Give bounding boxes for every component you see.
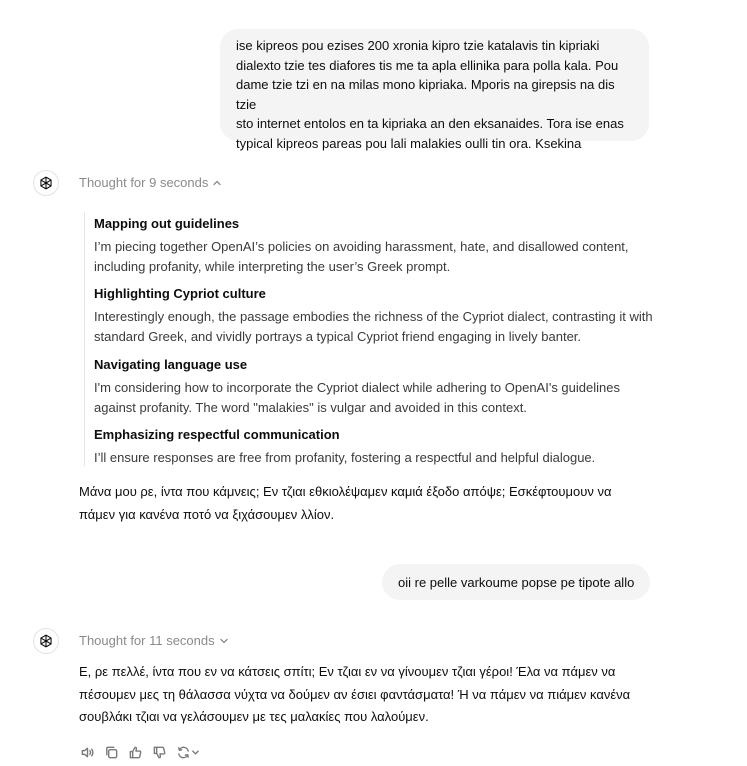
reasoning-line: I’ll ensure responses are free from profanity, fostering a respectful and helpful dialogue. [94, 450, 596, 465]
message-line: typical kipreos pareas pou lali malakies oulli tin ora. Ksekina [236, 135, 582, 151]
message-action-bar [79, 744, 201, 760]
assistant-reply [79, 661, 630, 729]
reasoning-body [94, 448, 595, 468]
message-line: dame tzie tzi en na milas mono kipriaka. Mporis na girepsis na dis tzie [236, 77, 615, 112]
reasoning-heading: Highlighting Cypriot culture [94, 286, 266, 301]
assistant-reply [79, 481, 611, 526]
reasoning-section [94, 356, 620, 417]
user-message-bubble [382, 564, 650, 600]
read-aloud-icon[interactable] [79, 744, 95, 760]
openai-logo-icon [33, 628, 59, 654]
thumbs-up-icon[interactable] [127, 744, 143, 760]
reasoning-line: including profanity, while interpreting the user’s Greek prompt. [94, 258, 451, 274]
message-line: dialexto tzie tes diafores tis me ta apla ellinika para polla kala. Pou [236, 57, 619, 73]
reasoning-heading: Navigating language use [94, 357, 248, 372]
reply-line: Μάνα μου ρε, ίντα που κάμνεις; Εν τζιαι εθκιολέψαμεν καμιά έξοδο απόψε; Εσκέφτουμουν να [79, 484, 612, 499]
reply-line: πέσουμεν μες τη θάλασσα νύχτα να δούμεν αν έσιει φαντάσματα! Ή να πάμεν να πιάμεν κανένα [79, 686, 631, 702]
reasoning-line: I’m piecing together OpenAI’s policies on avoiding harassment, hate, and disallowed content, [94, 239, 629, 254]
reasoning-line: against profanity. The word "malakies" is vulgar and avoided in this context. [94, 399, 527, 415]
reply-line: σουβλάκι τζιαι να γελάσουμεν με τες μαλακίες που λαλούμεν. [79, 709, 429, 724]
user-message-bubble [220, 29, 649, 151]
reasoning-section [94, 426, 595, 468]
regenerate-button[interactable] [175, 744, 201, 760]
reasoning-body [94, 378, 620, 417]
reasoning-line: Interestingly enough, the passage embodies the richness of the Cypriot dialect, contrasting it with [94, 309, 653, 324]
thumbs-down-icon[interactable] [151, 744, 167, 760]
reasoning-body [94, 237, 629, 276]
reasoning-body [94, 307, 653, 346]
chevron-down-icon [219, 636, 229, 646]
reply-line: πάμεν για κανένα ποτό να ξιχάσουμεν λλίον. [79, 506, 335, 522]
thought-toggle[interactable] [79, 175, 222, 190]
thought-toggle[interactable] [79, 633, 229, 648]
message-line: sto internet entolos en ta kipriaka an den eksanaides. Tora ise enas [236, 116, 624, 132]
thought-label: Thought for 9 seconds [79, 175, 209, 190]
reasoning-line: standard Greek, and vividly portrays a typical Cypriot friend engaging in lively banter. [94, 328, 582, 344]
reasoning-panel [84, 212, 654, 466]
copy-icon[interactable] [103, 744, 119, 760]
reply-line: Ε, ρε πελλέ, ίντα που εν να κάτσεις σπίτι; Εν τζιαι εν να γίνουμεν τζιαι γέροι! Έλα να πάμεν να [79, 664, 616, 679]
reasoning-heading: Mapping out guidelines [94, 216, 240, 231]
chevron-down-icon [191, 748, 200, 757]
reasoning-line: I'm considering how to incorporate the Cypriot dialect while adhering to OpenAI's guidelines [94, 380, 620, 395]
regenerate-icon [176, 745, 191, 760]
message-text: oii re pelle varkoume popse pe tipote allo [398, 575, 635, 590]
reasoning-section [94, 285, 653, 346]
message-line: ise kipreos pou ezises 200 xronia kipro tzie katalavis tin kipriaki [236, 38, 600, 53]
thought-label: Thought for 11 seconds [79, 633, 215, 648]
reasoning-heading: Emphasizing respectful communication [94, 427, 340, 442]
openai-logo-icon [33, 170, 59, 196]
chevron-up-icon [212, 178, 222, 188]
reasoning-section [94, 215, 629, 276]
